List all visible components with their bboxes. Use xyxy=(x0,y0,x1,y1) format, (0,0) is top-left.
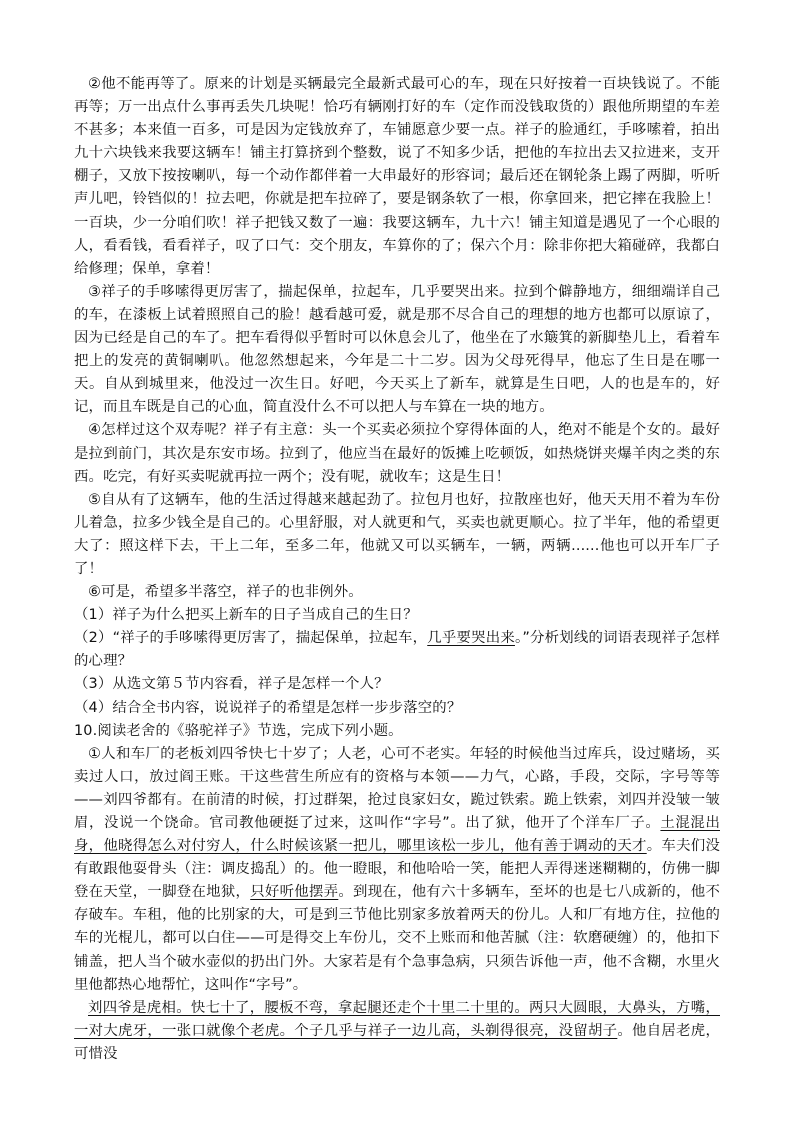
q10-paragraph-2 xyxy=(74,997,720,1066)
paragraph-2: ②他不能再等了。原来的计划是买辆最完全最新式最可心的车，现在只好按着一百块钱说了。不能再等；万一出点什么事再丢失几块呢！恰巧有辆刚打好的车（定作而没钱取货的）跟他所期望的车差不甚多；本来值一百多，可是因为定钱放弃了，车铺愿意少要一点。祥子的脸通红，手哆嗦着，拍出九十六块钱来我要这辆车！铺主打算挤到个整数，说了不知多少话，把他的车拉出去又拉进来，支开棚子，又放下按按喇叭，每一个动作都伴着一大串最好的形容词；最后还在钢轮条上踢了两脚，听听声儿吧，铃铛似的！拉去吧，你就是把车拉碎了，要是钢条软了一根，你拿回来，把它摔在我脸上！一百块，少一分咱们吹！祥子把钱又数了一遍：我要这辆车，九十六！铺主知道是遇见了一个心眼的人，看看钱，看看祥子，叹了口气：交个朋友，车算你的了；保六个月：除非你把大箱碰碎，我都白给修理；保单，拿着！ xyxy=(74,76,720,277)
question-2-text-a: （2）“祥子的手哆嗦得更厉害了，揣起保单，拉起车， xyxy=(74,630,428,647)
question-1: （1）祥子为什么把买上新车的日子当成自己的生日？ xyxy=(74,607,418,624)
q10-p1-text-b: 。车夫们没有敢跟他耍骨头（注：调皮捣乱）的。他一瞪眼，和他哈哈一笑，能把人弄得迷迷糊糊的，仿佛一脚登在天堂，一脚登在地狱， xyxy=(74,838,720,901)
q10-p1-underlined-2: 只好听他摆弄 xyxy=(250,884,339,901)
q10-p2-text: 。他自居老虎，可惜没 xyxy=(74,1022,720,1062)
paragraph-3: ③祥子的手哆嗦得更厉害了，揣起保单，拉起车，几乎要哭出来。拉到个僻静地方，细细端详自己的车，在漆板上试着照照自己的脸！越看越可爱，就是那不尽合自己的理想的地方也都可以原谅了，因为已经是自己的车了。把车看得似乎暂时可以休息会儿了，他坐在了水簸箕的新脚垫儿上，看着车把上的发亮的黄铜喇叭。他忽然想起来，今年是二十二岁。因为父母死得早，他忘了生日是在哪一天。自从到城里来，他没过一次生日。好吧，今天买上了新车，就算是生日吧，人的也是车的，好记，而且车既是自己的心血，简直没什么不可以把人与车算在一块的地方。 xyxy=(74,283,720,416)
q10-paragraph-1 xyxy=(74,743,720,997)
question-4: （4）结合全书内容，说说祥子的希望是怎样一步步落空的？ xyxy=(74,699,462,716)
question-2-text-b: 。”分析划线的词语表现祥子怎样的心理？ xyxy=(74,630,720,670)
q10-p1-underlined-1: 土混混出身，他晓得怎么对付穷人，什么时候该紧一把儿，哪里该松一步儿，他有善于调动的天才 xyxy=(74,815,720,855)
q10-p1-text-a: ①人和车厂的老板刘四爷快七十岁了；人老，心可不老实。年轻的时候他当过库兵，设过赌场，买卖过人口，放过阎王账。干这些营生所应有的资格与本领——力气，心路，手段，交际，字号等等——刘四爷都有。在前清的时候，打过群架，抢过良家妇女，跪过铁索。跪上铁索，刘四并没皱一皱眉，没说一个饶命。官司教他硬挺了过来，这叫作“字号”。出了狱，他开了个洋车厂子。 xyxy=(74,745,720,831)
paragraph-6: ⑥可是，希望多半落空，祥子的也非例外。 xyxy=(88,584,363,601)
q10-p2-underlined: 刘四爷是虎相。快七十了，腰板不弯，拿起腿还走个十里二十里的。两只大圆眼，大鼻头，方嘴，一对大虎牙，一张口就像个老虎。个子几乎与祥子一边儿高，头剃得很亮，没留胡子 xyxy=(74,999,720,1039)
document-body xyxy=(74,73,720,1066)
question-2-underlined-phrase: 几乎要哭出来 xyxy=(427,630,515,647)
paragraph-4: ④怎样过这个双寿呢？祥子有主意：头一个买卖必须拉个穿得体面的人，绝对不能是个女的。最好是拉到前门，其次是东安市场。拉到了，他应当在最好的饭摊上吃顿饭，如热烧饼夹爆羊肉之类的东西。吃完，有好买卖呢就再拉一两个；没有呢，就收车；这是生日！ xyxy=(74,422,720,485)
paragraph-5: ⑤自从有了这辆车，他的生活过得越来越起劲了。拉包月也好，拉散座也好，他天天用不着为车份儿着急，拉多少钱全是自己的。心里舒服，对人就更和气，买卖也就更顺心。拉了半年，他的希望更大了：照这样下去，干上二年，至多二年，他就又可以买辆车，一辆，两辆......他也可以开车厂子了！ xyxy=(74,491,720,577)
question-10-title: 10.阅读老舍的《骆驼祥子》节选，完成下列小题。 xyxy=(74,722,403,739)
question-2 xyxy=(74,627,720,673)
question-3: （3）从选文第５节内容看，祥子是怎样一个人？ xyxy=(74,676,389,693)
q10-p1-text-c: 。到现在，他有六十多辆车，至坏的也是七八成新的，他不存破车。车租，他的比别家的大，可是到三节他比别家多放着两天的份儿。人和厂有地方住，拉他的车的光棍儿，都可以白住——可是得交上车份儿，交不上账而和他苦腻（注：软磨硬缠）的，他扣下铺盖，把人当个破水壶似的扔出门外。大家若是有个急事急病，只须告诉他一声，他不含糊，水里火里他都热心地帮忙，这叫作“字号”。 xyxy=(74,884,720,993)
